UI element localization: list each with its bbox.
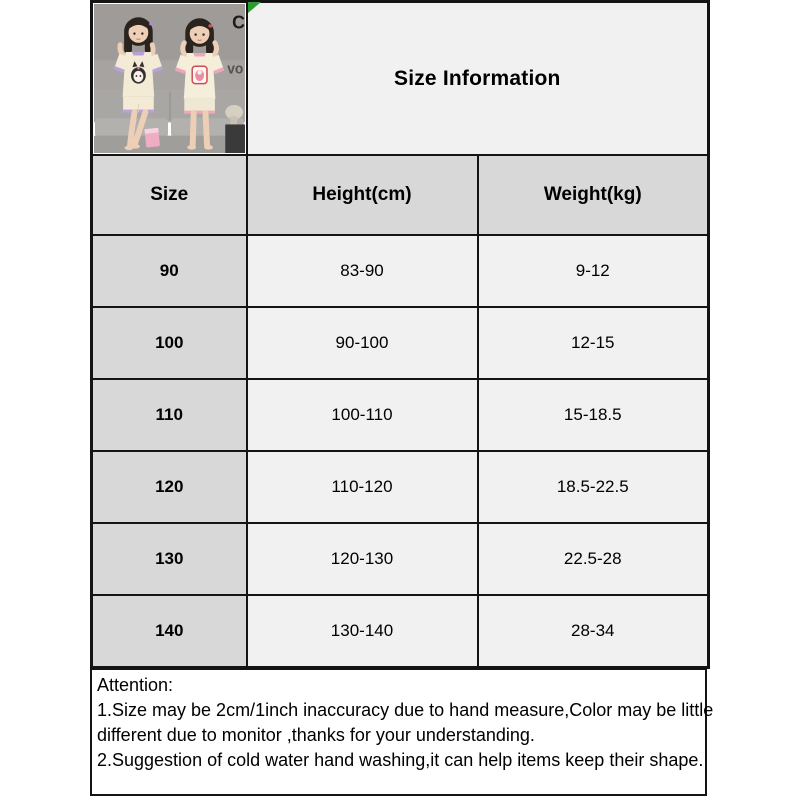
weight-cell: 28-34 — [478, 595, 709, 667]
watermark-fragment-c: C — [232, 12, 245, 33]
size-cell: 130 — [92, 523, 247, 595]
product-photo-cell — [92, 2, 247, 156]
size-cell: 90 — [92, 235, 247, 307]
table-row — [92, 595, 709, 667]
table-row — [92, 379, 709, 451]
size-cell: 120 — [92, 451, 247, 523]
height-cell: 120-130 — [247, 523, 478, 595]
weight-cell: 12-15 — [478, 307, 709, 379]
table-row — [92, 307, 709, 379]
size-cell: 140 — [92, 595, 247, 667]
table-row — [92, 235, 709, 307]
column-header-weight: Weight(kg) — [478, 155, 709, 235]
attention-heading: Attention: — [97, 675, 174, 695]
sofa — [94, 90, 245, 153]
side-table-and-chair — [225, 105, 245, 153]
size-cell: 100 — [92, 307, 247, 379]
photo-title-row — [92, 2, 709, 156]
hair-clip — [149, 22, 153, 25]
attention-line: 1.Size may be 2cm/1inch inaccuracy due to hand measure,Color may be little — [97, 700, 714, 720]
attention-line: different due to monitor ,thanks for your understanding. — [97, 725, 535, 745]
table-row — [92, 451, 709, 523]
weight-cell: 9-12 — [478, 235, 709, 307]
pink-box — [144, 128, 160, 148]
weight-cell: 18.5-22.5 — [478, 451, 709, 523]
height-cell: 83-90 — [247, 235, 478, 307]
watermark-fragment-vo: vo — [227, 60, 244, 77]
size-cell: 110 — [92, 379, 247, 451]
column-header-size: Size — [92, 155, 247, 235]
hair-clip — [208, 24, 212, 27]
cartoon-print-pink — [192, 66, 207, 83]
weight-cell: 22.5-28 — [478, 523, 709, 595]
column-header-height: Height(cm) — [247, 155, 478, 235]
attention-line: 2.Suggestion of cold water hand washing,it can help items keep their shape. — [97, 750, 704, 770]
product-photo — [94, 4, 245, 153]
table-row — [92, 523, 709, 595]
size-table — [90, 0, 710, 669]
height-cell: 100-110 — [247, 379, 478, 451]
height-cell: 130-140 — [247, 595, 478, 667]
green-corner-marker — [248, 2, 261, 13]
table-header-row — [92, 155, 709, 235]
attention-note — [90, 668, 714, 796]
size-information-title: Size Information — [247, 2, 709, 156]
height-cell: 110-120 — [247, 451, 478, 523]
weight-cell: 15-18.5 — [478, 379, 709, 451]
height-cell: 90-100 — [247, 307, 478, 379]
